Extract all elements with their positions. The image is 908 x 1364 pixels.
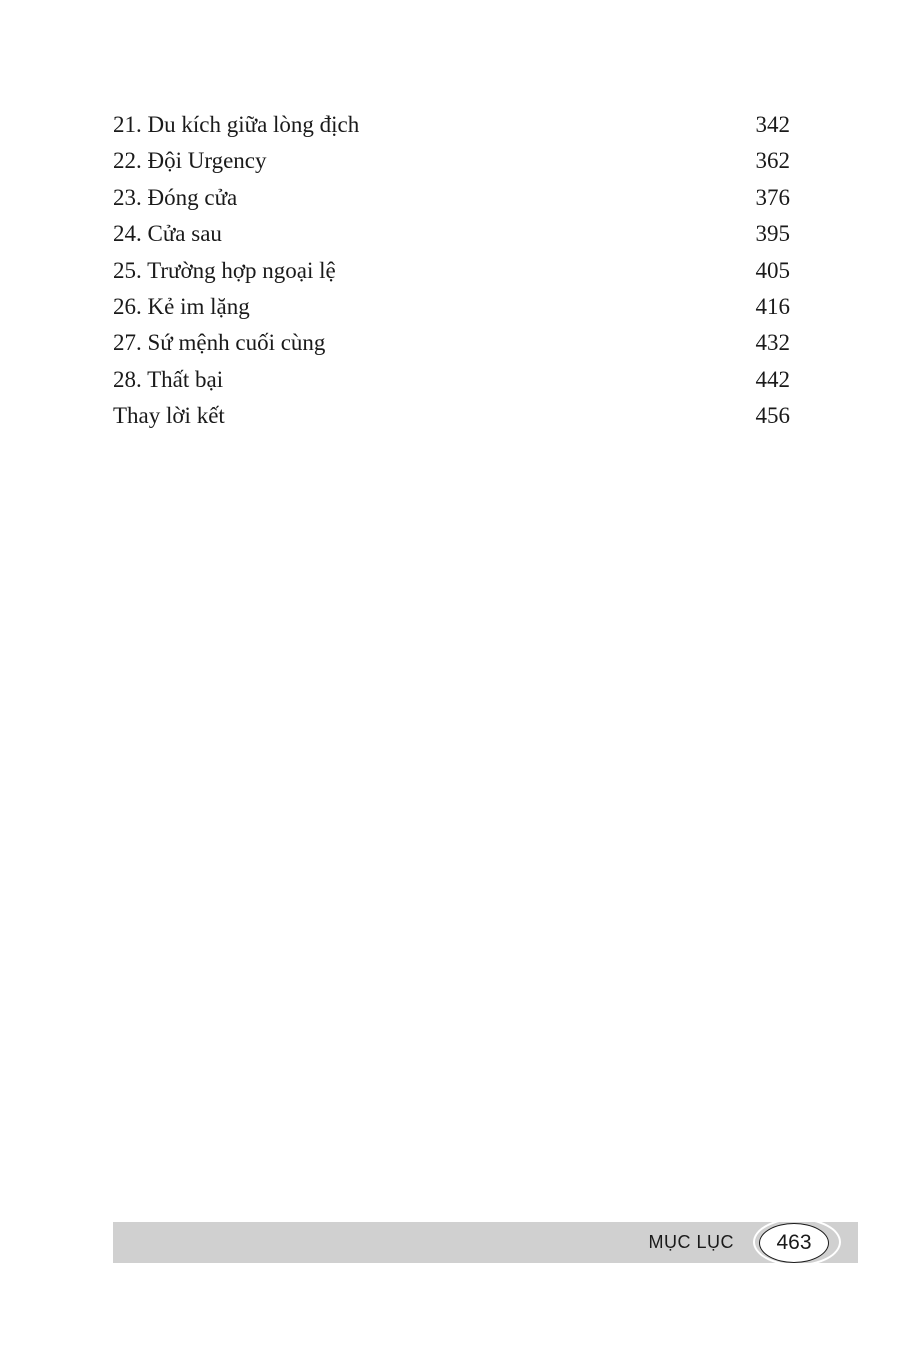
toc-entry [113, 289, 790, 325]
toc-entry-page: 342 [755, 112, 790, 137]
toc-entry [113, 143, 790, 179]
page-number: 463 [759, 1223, 829, 1263]
table-of-contents [113, 107, 790, 435]
toc-entry-page: 442 [755, 366, 790, 392]
toc-entry [113, 398, 790, 434]
toc-entry-page: 456 [755, 403, 790, 429]
toc-entry-title: 22. Đội Urgency [113, 148, 267, 174]
section-label: MỤC LỤC [648, 1232, 734, 1252]
toc-entry-title: 25. Trường hợp ngoại lệ [113, 257, 336, 283]
toc-entry-page: 416 [755, 293, 790, 319]
toc-entry-page: 395 [755, 221, 790, 247]
toc-entry [113, 107, 790, 143]
page-footer [113, 1222, 858, 1263]
toc-entry-title: 21. Du kích giữa lòng địch [113, 112, 360, 137]
toc-entry [113, 362, 790, 398]
toc-entry-page: 376 [755, 184, 790, 210]
toc-entry [113, 216, 790, 252]
toc-entry-title: 24. Cửa sau [113, 221, 222, 247]
toc-entry [113, 180, 790, 216]
toc-entry-page: 432 [755, 330, 790, 356]
toc-entry-title: 26. Kẻ im lặng [113, 293, 250, 319]
toc-entry-title: 23. Đóng cửa [113, 184, 238, 210]
toc-entry-title: 27. Sứ mệnh cuối cùng [113, 330, 326, 356]
toc-entry-page: 362 [755, 148, 790, 174]
toc-entry-title: Thay lời kết [113, 403, 225, 429]
toc-entry-page: 405 [755, 257, 790, 283]
toc-entry [113, 253, 790, 289]
toc-entry-title: 28. Thất bại [113, 366, 224, 392]
toc-entry [113, 325, 790, 361]
